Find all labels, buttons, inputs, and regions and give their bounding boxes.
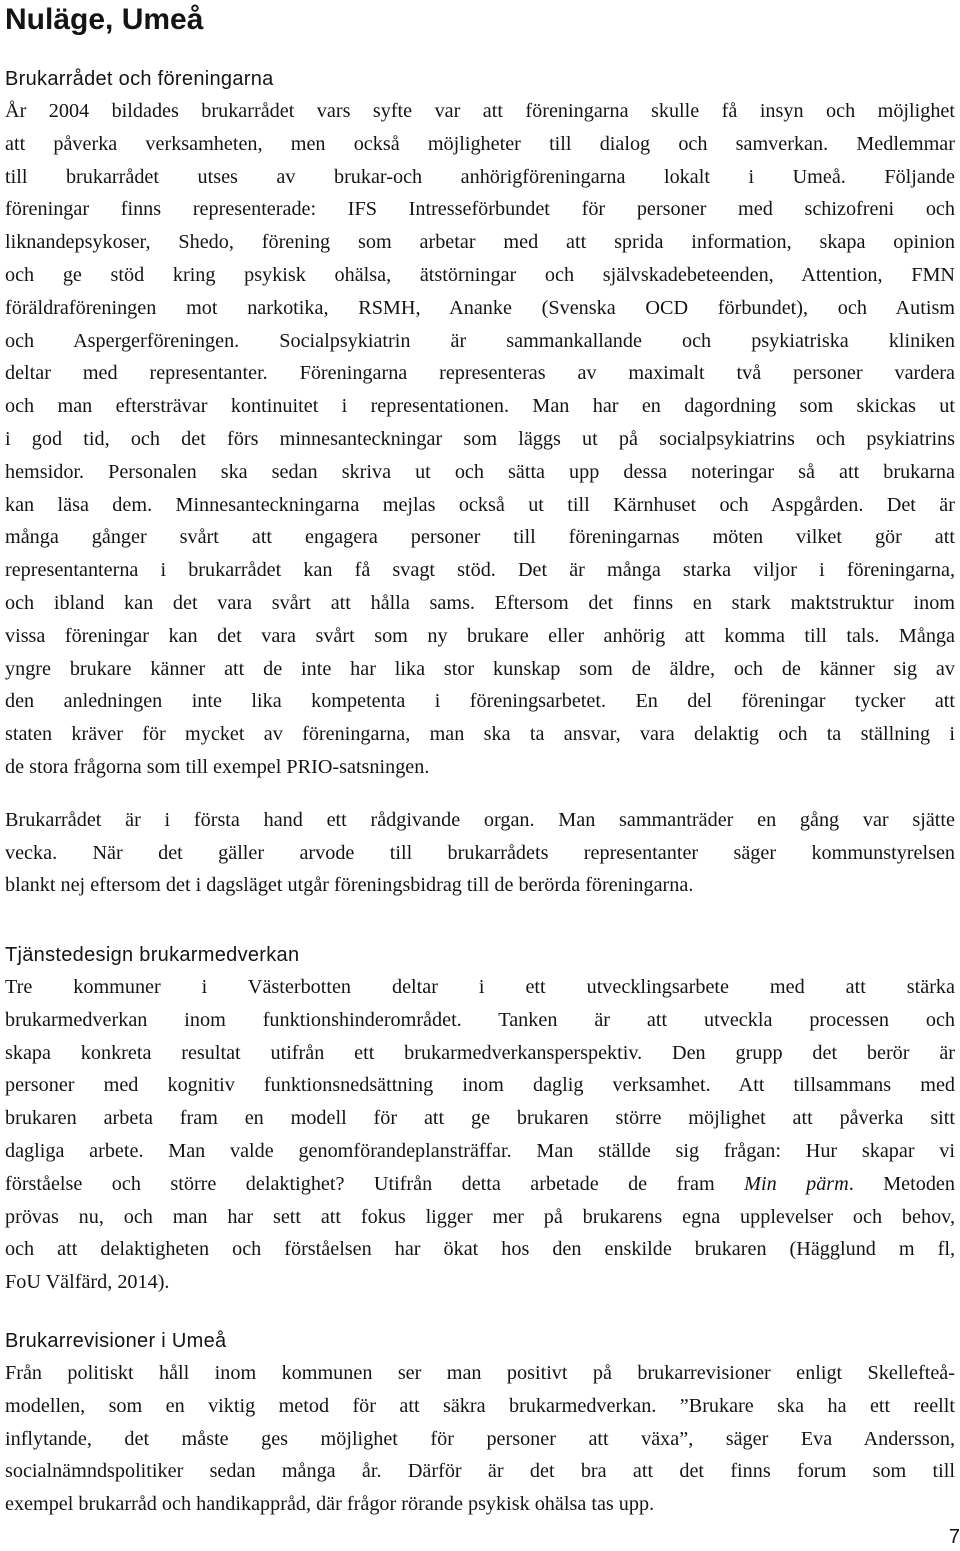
- text-line: inflytande, det måste ges möjlighet för personer att växa”, säger Eva Andersson,: [5, 1427, 955, 1450]
- text-line: Från politiskt håll inom kommunen ser man positivt på brukarrevisioner enligt Skellefteå-: [5, 1362, 955, 1384]
- paragraph: [5, 804, 955, 902]
- text-line: och ibland kan det vara svårt att hålla sams. Eftersom det finns en stark maktstruktur inom: [5, 591, 955, 614]
- text-line: förståelse och större delaktighet? Utifrån detta arbetade de fram Min pärm. Metoden: [5, 1172, 955, 1195]
- text-line: till brukarrådet utses av brukar-och anhörigföreningarna lokalt i Umeå. Följande: [5, 165, 955, 188]
- text-line: Tre kommuner i Västerbotten deltar i ett utvecklingsarbete med att stärka: [5, 976, 955, 998]
- text-line: modellen, som en viktig metod för att säkra brukarmedverkan. ”Brukare ska ha ett reellt: [5, 1394, 955, 1417]
- section-heading: Tjänstedesign brukarmedverkan: [5, 944, 300, 966]
- text-line: hemsidor. Personalen ska sedan skriva ut och sätta upp dessa noteringar så att brukarna: [5, 460, 955, 483]
- text-line: många gånger svårt att engagera personer till föreningarnas möten vilket gör att: [5, 526, 955, 549]
- text-line: År 2004 bildades brukarrådet vars syfte var att föreningarna skulle få insyn och möjlighet: [5, 100, 955, 122]
- text-line: personer med kognitiv funktionsnedsättning inom daglig verksamhet. Att tillsammans med: [5, 1074, 955, 1097]
- text-line: och Aspergerföreningen. Socialpsykiatrin är sammankallande och psykiatriska kliniken: [5, 329, 955, 352]
- text-line: föräldraföreningen mot narkotika, RSMH, Ananke (Svenska OCD förbundet), och Autism: [5, 296, 955, 319]
- text-line: prövas nu, och man har sett att fokus ligger mer på brukarens egna upplevelser och behov,: [5, 1205, 955, 1228]
- text-line: liknandepsykoser, Shedo, förening som arbetar med att sprida information, skapa opinion: [5, 231, 955, 254]
- section-heading: Brukarrevisioner i Umeå: [5, 1330, 227, 1352]
- text-line: deltar med representanter. Föreningarna representeras av maximalt två personer vardera: [5, 362, 955, 385]
- text-line: exempel brukarråd och handikappråd, där frågor rörande psykisk ohälsa tas upp.: [5, 1493, 655, 1516]
- text-line: brukarmedverkan inom funktionshinderområdet. Tanken är att utveckla processen och: [5, 1008, 955, 1031]
- text-line: att påverka verksamheten, men också möjligheter till dialog och samverkan. Medlemmar: [5, 132, 955, 155]
- text-line: vissa föreningar kan det vara svårt som ny brukare eller anhörig att komma till tals. Många: [5, 624, 955, 647]
- text-line: representanterna i brukarrådet kan få svagt stöd. Det är många starka viljor i föreningarna,: [5, 559, 955, 582]
- section-heading: Brukarrådet och föreningarna: [5, 68, 274, 90]
- document-page: [5, 0, 955, 1516]
- text-line: vecka. När det gäller arvode till brukarrådets representanter säger kommunstyrelsen: [5, 841, 955, 864]
- paragraph: [5, 1357, 955, 1521]
- text-line: och att delaktigheten och förståelsen har ökat hos den enskilde brukaren (Hägglund m fl,: [5, 1238, 955, 1261]
- text-line: brukaren arbeta fram en modell för att ge brukaren större möjlighet att påverka sitt: [5, 1107, 955, 1130]
- section-brukarradet: [5, 66, 955, 902]
- text-line: staten kräver för mycket av föreningarna, man ska ta ansvar, vara delaktig och ta ställning i: [5, 723, 955, 746]
- page-number: 7: [948, 1526, 960, 1548]
- section-brukarrevisioner: [5, 1328, 955, 1521]
- paragraph: [5, 95, 955, 784]
- text-line: kan läsa dem. Minnesanteckningarna mejlas också ut till Kärnhuset och Aspgården. Det är: [5, 493, 955, 516]
- text-line: den anledningen inte lika kompetenta i föreningsarbetet. En del föreningar tycker att: [5, 690, 955, 713]
- text-line: föreningar finns representerade: IFS Intresseförbundet för personer med schizofreni och: [5, 198, 955, 221]
- text-line: och ge stöd kring psykisk ohälsa, ätstörningar och självskadebeteenden, Attention, FMN: [5, 263, 955, 286]
- paragraph: [5, 971, 955, 1299]
- text-line: i god tid, och det förs minnesanteckningar som läggs ut på socialpsykiatrins och psykiatrins: [5, 427, 955, 450]
- text-line: yngre brukare känner att de inte har lika stor kunskap som de äldre, och de känner sig av: [5, 657, 955, 680]
- text-line: och man eftersträvar kontinuitet i representationen. Man har en dagordning som skickas ut: [5, 395, 955, 418]
- text-line: socialnämndspolitiker sedan många år. Därför är det bra att det finns forum som till: [5, 1460, 955, 1483]
- text-line: skapa konkreta resultat utifrån ett brukarmedverkansperspektiv. Den grupp det berör är: [5, 1041, 955, 1064]
- text-line: FoU Välfärd, 2014).: [5, 1271, 170, 1294]
- page-title: Nuläge, Umeå: [5, 3, 204, 36]
- text-line: de stora frågorna som till exempel PRIO-satsningen.: [5, 755, 430, 778]
- section-tjanstedesign: [5, 942, 955, 1299]
- text-line: blankt nej eftersom det i dagsläget utgår föreningsbidrag till de berörda föreningarna.: [5, 874, 694, 897]
- text-line: Brukarrådet är i första hand ett rådgivande organ. Man sammanträder en gång var sjätte: [5, 808, 955, 831]
- text-line: dagliga arbete. Man valde genomförandeplansträffar. Man ställde sig frågan: Hur skapar vi: [5, 1139, 955, 1162]
